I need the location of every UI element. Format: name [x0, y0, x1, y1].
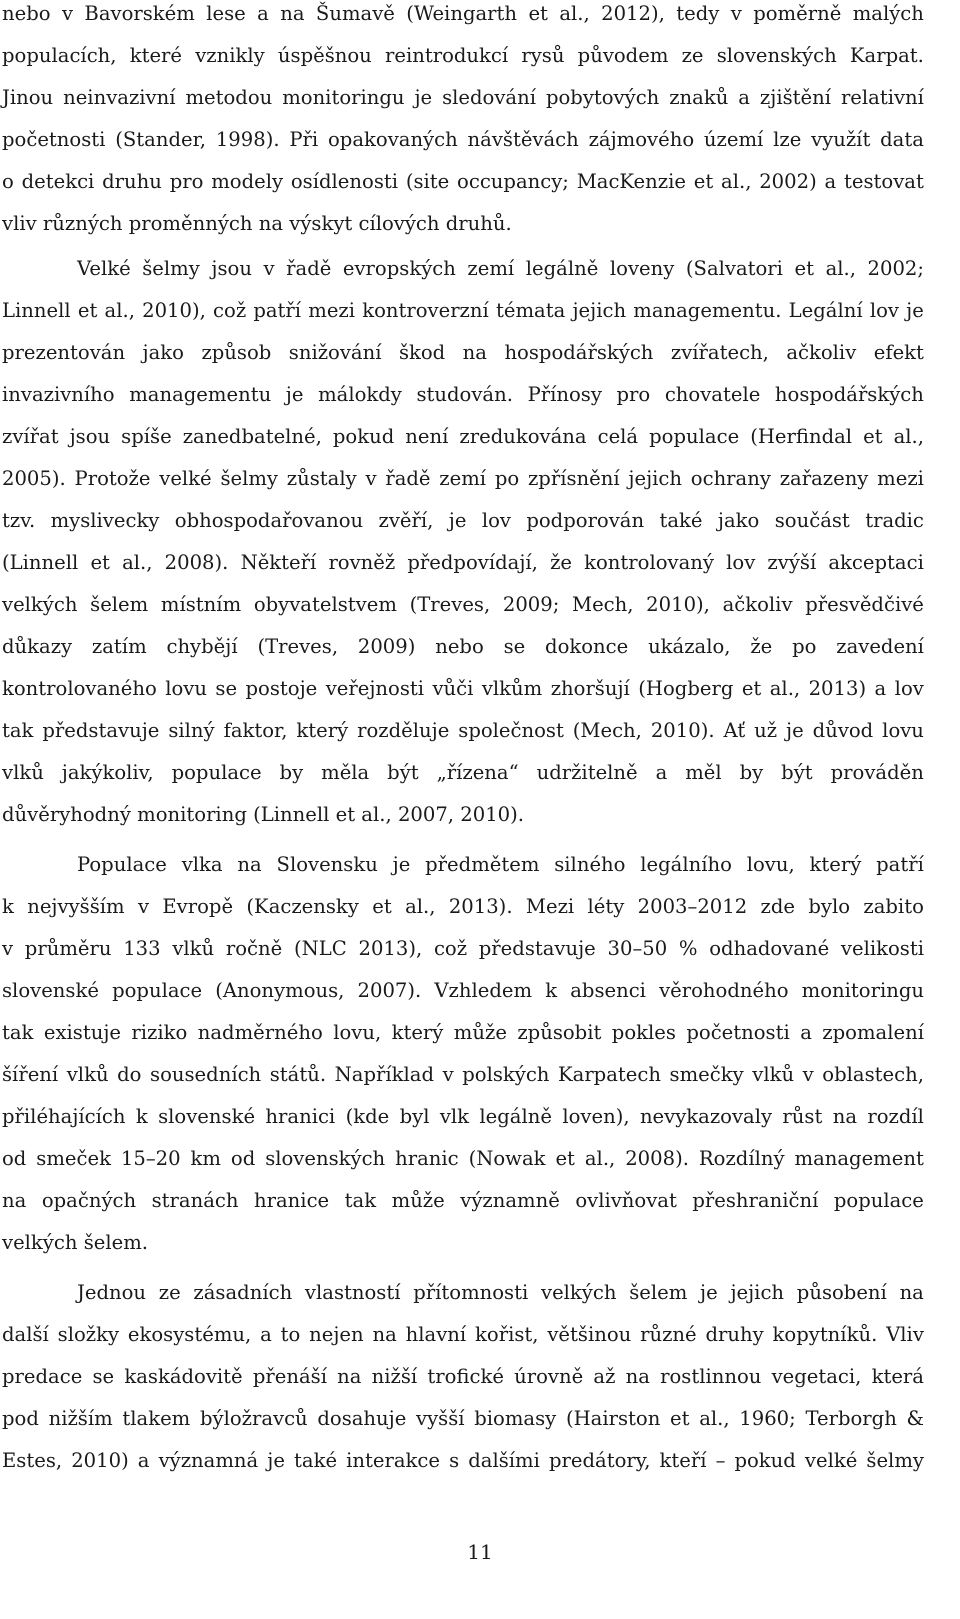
text-line: na opačných stranách hranice tak může významně ovlivňovat přeshraniční populace: [2, 1189, 924, 1212]
text-line: šíření vlků do sousedních států. Například v polských Karpatech smečky vlků v oblastech,: [2, 1063, 924, 1086]
text-line: od smeček 15–20 km od slovenských hranic (Nowak et al., 2008). Rozdílný management: [2, 1147, 924, 1170]
text-line: velkých šelem.: [2, 1231, 149, 1254]
text-line: invazivního managementu je málokdy studován. Přínosy pro chovatele hospodářských: [2, 383, 924, 406]
text-line: nebo v Bavorském lese a na Šumavě (Weingarth et al., 2012), tedy v poměrně malých: [2, 2, 924, 25]
text-line: tak představuje silný faktor, který rozděluje společnost (Mech, 2010). Ať už je důvod lovu: [2, 719, 924, 742]
text-line: (Linnell et al., 2008). Někteří rovněž předpovídají, že kontrolovaný lov zvýší akceptaci: [2, 551, 924, 574]
text-line: důkazy zatím chybějí (Treves, 2009) nebo se dokonce ukázalo, že po zavedení: [2, 635, 924, 658]
text-line: vliv různých proměnných na výskyt cílových druhů.: [2, 212, 512, 235]
text-line: přiléhajících k slovenské hranici (kde byl vlk legálně loven), nevykazovaly růst na rozdíl: [2, 1105, 924, 1128]
text-line: Velké šelmy jsou v řadě evropských zemí legálně loveny (Salvatori et al., 2002;: [77, 257, 924, 280]
text-line: kontrolovaného lovu se postoje veřejnosti vůči vlkům zhoršují (Hogberg et al., 2013) a lov: [2, 677, 924, 700]
text-line: Jednou ze zásadních vlastností přítomnosti velkých šelem je jejich působení na: [77, 1281, 924, 1304]
text-line: v průměru 133 vlků ročně (NLC 2013), což představuje 30–50 % odhadované velikosti: [2, 937, 924, 960]
text-line: zvířat jsou spíše zanedbatelné, pokud není zredukována celá populace (Herfindal et al.,: [2, 425, 924, 448]
text-line: 2005). Protože velké šelmy zůstaly v řadě zemí po zpřísnění jejich ochrany zařazeny mezi: [2, 467, 924, 490]
text-line: velkých šelem místním obyvatelstvem (Treves, 2009; Mech, 2010), ačkoliv přesvědčivé: [2, 593, 924, 616]
text-line: Populace vlka na Slovensku je předmětem silného legálního lovu, který patří: [77, 853, 924, 876]
text-line: prezentován jako způsob snižování škod na hospodářských zvířatech, ačkoliv efekt: [2, 341, 924, 364]
text-line: pod nižším tlakem býložravců dosahuje vyšší biomasy (Hairston et al., 1960; Terborgh &: [2, 1407, 924, 1430]
text-line: další složky ekosystému, a to nejen na hlavní kořist, většinou různé druhy kopytníků. Vliv: [2, 1323, 924, 1346]
text-line: tak existuje riziko nadměrného lovu, který může způsobit pokles početnosti a zpomalení: [2, 1021, 924, 1044]
text-line: predace se kaskádovitě přenáší na nižší trofické úrovně až na rostlinnou vegetaci, která: [2, 1365, 924, 1388]
text-line: Jinou neinvazivní metodou monitoringu je sledování pobytových znaků a zjištění relativní: [2, 86, 924, 109]
text-line: Linnell et al., 2010), což patří mezi kontroverzní témata jejich managementu. Legální lov je: [2, 299, 924, 322]
text-line: slovenské populace (Anonymous, 2007). Vzhledem k absenci věrohodného monitoringu: [2, 979, 924, 1002]
text-line: početnosti (Stander, 1998). Při opakovaných návštěvách zájmového území lze využít data: [2, 128, 924, 151]
text-line: k nejvyšším v Evropě (Kaczensky et al., 2013). Mezi léty 2003–2012 zde bylo zabito: [2, 895, 924, 918]
page-number: 11: [467, 1540, 493, 1564]
text-line: vlků jakýkoliv, populace by měla být „řízena“ udržitelně a měl by být prováděn: [2, 761, 924, 784]
text-line: Estes, 2010) a významná je také interakce s dalšími predátory, kteří – pokud velké šelmy: [2, 1449, 924, 1472]
text-line: důvěryhodný monitoring (Linnell et al., 2007, 2010).: [2, 803, 524, 826]
text-line: o detekci druhu pro modely osídlenosti (site occupancy; MacKenzie et al., 2002) a testovat: [2, 170, 924, 193]
text-line: tzv. myslivecky obhospodařovanou zvěří, je lov podporován také jako součást tradic: [2, 509, 924, 532]
text-line: populacích, které vznikly úspěšnou reintrodukcí rysů původem ze slovenských Karpat.: [2, 44, 924, 67]
